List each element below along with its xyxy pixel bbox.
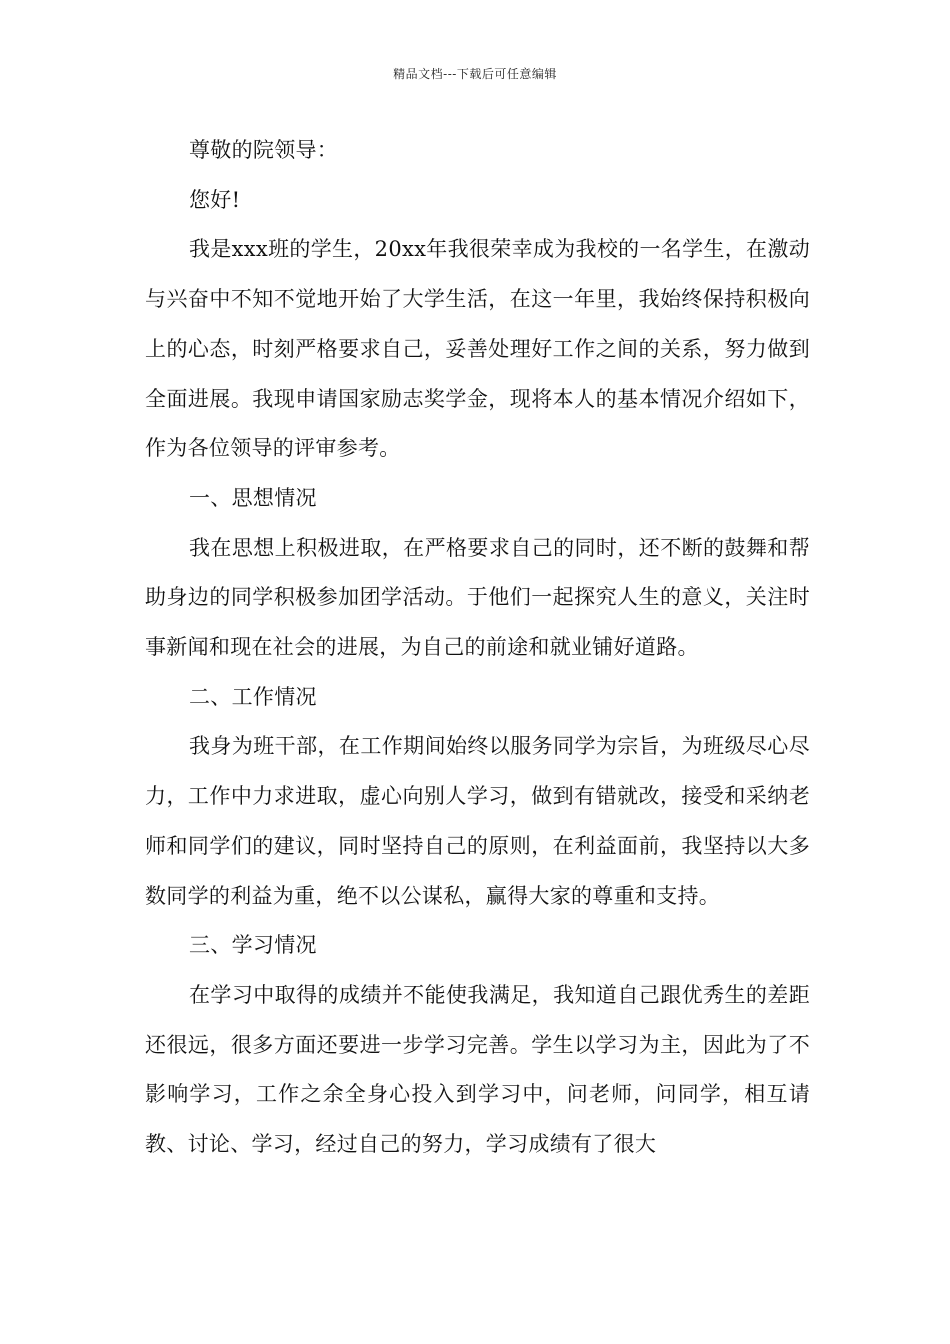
section-heading-work: 二、工作情况 <box>189 684 317 709</box>
salutation: 尊敬的院领导： <box>189 138 339 162</box>
intro-paragraph: 我是xxx班的学生，20xx年我很荣幸成为我校的一名学生，在激动与兴奋中不知不觉地开始了大学生活，在这一年里，我始终保持积极向上的心态，时刻严格要求自己，妥善处理好工作之间的关系，努力做到全面进展。我现申请国家励志奖学金，现将本人的基本情况介绍如下，作为各位领导的评审参考。 <box>145 237 810 461</box>
section-heading-study: 三、学习情况 <box>189 933 317 958</box>
work-paragraph: 我身为班干部，在工作期间始终以服务同学为宗旨，为班级尽心尽力，工作中力求进取，虚心向别人学习，做到有错就改，接受和采纳老师和同学们的建议，同时坚持自己的原则，在利益面前，我坚持以大多数同学的利益为重，绝不以公谋私，赢得大家的尊重和支持。 <box>145 734 810 908</box>
study-paragraph: 在学习中取得的成绩并不能使我满足，我知道自己跟优秀生的差距还很远，很多方面还要进一步学习完善。学生以学习为主，因此为了不影响学习，工作之余全身心投入到学习中，问老师，问同学，相互请教、讨论、学习，经过自己的努力，学习成绩有了很大 <box>145 982 810 1157</box>
section-heading-thought: 一、思想情况 <box>189 485 317 510</box>
greeting: 您好! <box>189 187 241 212</box>
page-header: 精品文档---下载后可任意编辑 <box>393 67 557 81</box>
document-body <box>145 126 810 1170</box>
thought-paragraph: 我在思想上积极进取，在严格要求自己的同时，还不断的鼓舞和帮助身边的同学积极参加团学活动。于他们一起探究人生的意义，关注时事新闻和现在社会的进展，为自己的前途和就业铺好道路。 <box>145 535 810 660</box>
